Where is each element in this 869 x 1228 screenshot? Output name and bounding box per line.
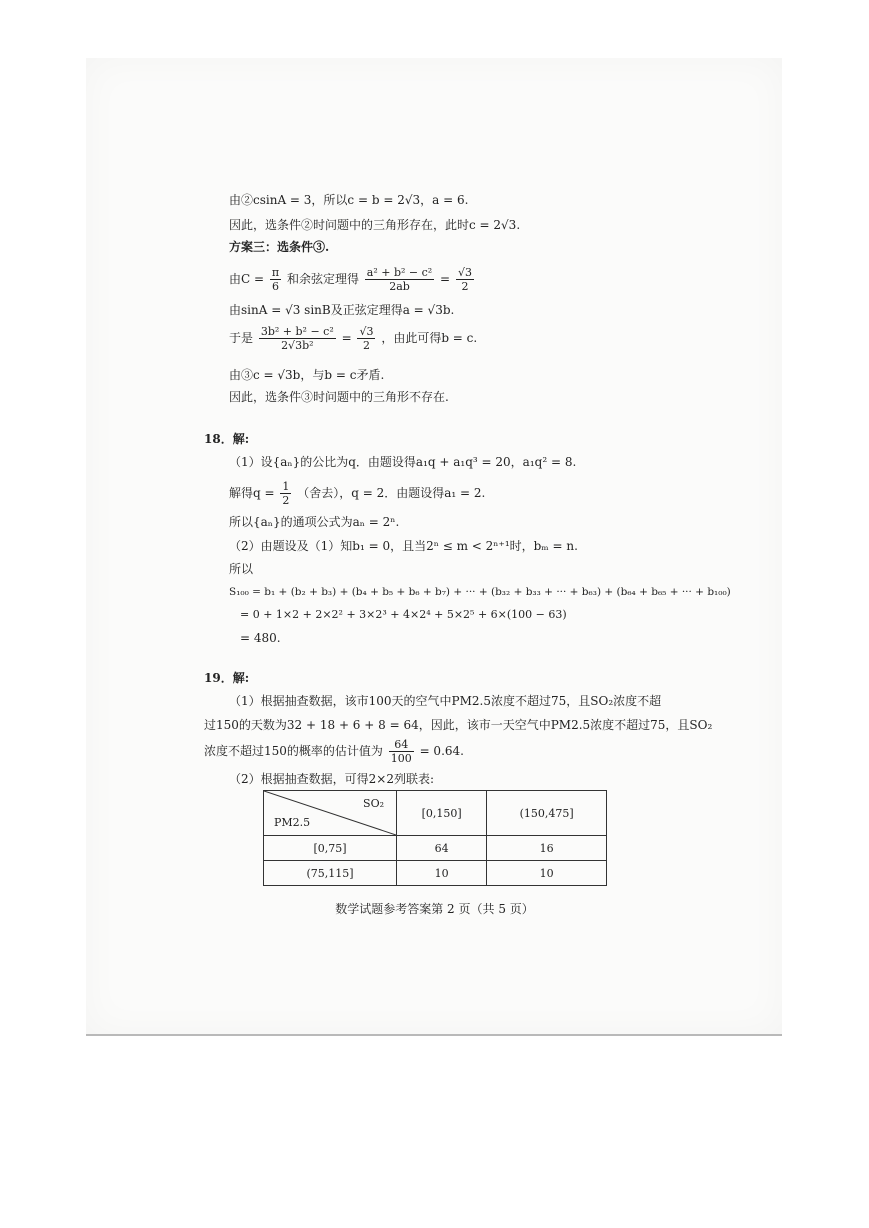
- q18-sum-line1: S₁₀₀ = b₁ + (b₂ + b₃) + (b₄ + b₅ + b₆ + b₇) + ··· + (b₃₂ + b₃₃ + ··· + b₆₃) + (b₆₄ + b₆₅ + ··· + b₁₀₀): [229, 586, 731, 598]
- col-header: SO₂: [363, 797, 384, 810]
- table-header-row: [264, 791, 607, 836]
- cell-1-0: 10: [397, 861, 487, 886]
- plan3-sine-line: 由sinA = √3 sinB及正弦定理得a = √3b.: [229, 303, 455, 317]
- then-pre: 于是: [229, 331, 254, 345]
- cell-0-0: 64: [397, 836, 487, 861]
- q18-p5: 所以: [229, 562, 254, 576]
- plan3-contradiction: 由③c = √3b，与b = c矛盾.: [229, 368, 385, 382]
- page-footer: 数学试题参考答案第 2 页（共 5 页）: [335, 902, 534, 916]
- column-1-header: (150,475]: [487, 791, 607, 836]
- q19-label: 19．解:: [204, 671, 250, 685]
- table-row: [264, 861, 607, 886]
- then-post: ，由此可得b = c.: [381, 331, 478, 345]
- plan2-line2: 因此，选条件②时问题中的三角形存在，此时c = 2√3.: [229, 218, 521, 232]
- cosine-rhs-fraction: $\frac{√3}{2}$: [457, 266, 472, 293]
- table-corner-cell: [264, 791, 397, 836]
- row-1-label: (75,115]: [264, 861, 397, 886]
- q18-p4: （2）由题设及（1）知b₁ = 0，且当2ⁿ ≤ m < 2ⁿ⁺¹时，bₘ = n.: [229, 539, 578, 553]
- column-0-header: [0,150]: [397, 791, 487, 836]
- cosine-lhs-fraction: $\frac{\text{a² + b² − c²}}{2ab}$: [366, 266, 433, 293]
- cosine-mid: 和余弦定理得: [286, 272, 359, 286]
- q-fraction: $\frac{1}{2}$: [282, 480, 290, 507]
- q18-sum-line2: = 0 + 1×2 + 2×2² + 3×2³ + 4×2⁴ + 5×2⁵ + 6×(100 − 63): [240, 608, 567, 621]
- scan-edge: [86, 1034, 782, 1036]
- row-header: PM2.5: [274, 816, 311, 829]
- q19-p4: （2）根据抽查数据，可得2×2列联表:: [229, 772, 435, 786]
- plan3-heading: 方案三：选条件③.: [229, 240, 330, 254]
- plan2-line1: 由②csinA = 3，所以c = b = 2√3，a = 6.: [229, 193, 469, 207]
- q18-sum-line3: = 480.: [240, 631, 281, 645]
- contingency-table: [263, 790, 607, 886]
- cell-0-1: 16: [487, 836, 607, 861]
- q18-p2: 解得q = $\frac{1}{2}$ （舍去），q = 2．由题设得a₁ = 2.: [229, 480, 486, 507]
- plan3-cosine-line: 由C = $\frac{\pi}{6}$ 和余弦定理得 $\frac{\text{a² + b² − c²}}{2ab}$ = $\frac{√3}{2}$: [229, 266, 472, 293]
- q18-p1: （1）设{aₙ}的公比为q．由题设得a₁q + a₁q³ = 20，a₁q² = 8.: [229, 455, 577, 469]
- then-rhs-fraction: $\frac{√3}{2}$: [359, 325, 374, 352]
- q18-label: 18．解:: [204, 432, 250, 446]
- table-row: [264, 836, 607, 861]
- q19-p1: （1）根据抽查数据，该市100天的空气中PM2.5浓度不超过75，且SO₂浓度不超: [229, 694, 662, 708]
- q19-p2: 过150的天数为32 + 18 + 6 + 8 = 64，因此，该市一天空气中PM2.5浓度不超过75，且SO₂: [204, 718, 713, 732]
- then-fraction: $\frac{\text{3b² + b² − c²}}{\text{2√3b²}}$: [260, 325, 334, 352]
- cosine-pre: 由C =: [229, 272, 265, 286]
- probability-fraction: $\frac{64}{100}$: [390, 738, 412, 765]
- q18-p3: 所以{aₙ}的通项公式为aₙ = 2ⁿ.: [229, 515, 400, 529]
- row-0-label: [0,75]: [264, 836, 397, 861]
- c-fraction: $\frac{\pi}{6}$: [271, 266, 280, 293]
- cell-1-1: 10: [487, 861, 607, 886]
- plan3-conclusion: 因此，选条件③时问题中的三角形不存在.: [229, 390, 449, 404]
- plan3-then-line: 于是 $\frac{\text{3b² + b² − c²}}{\text{2√3b²}}$ = $\frac{√3}{2}$ ，由此可得b = c.: [229, 325, 478, 352]
- q19-p3: 浓度不超过150的概率的估计值为 $\frac{64}{100}$ = 0.64.: [204, 738, 464, 765]
